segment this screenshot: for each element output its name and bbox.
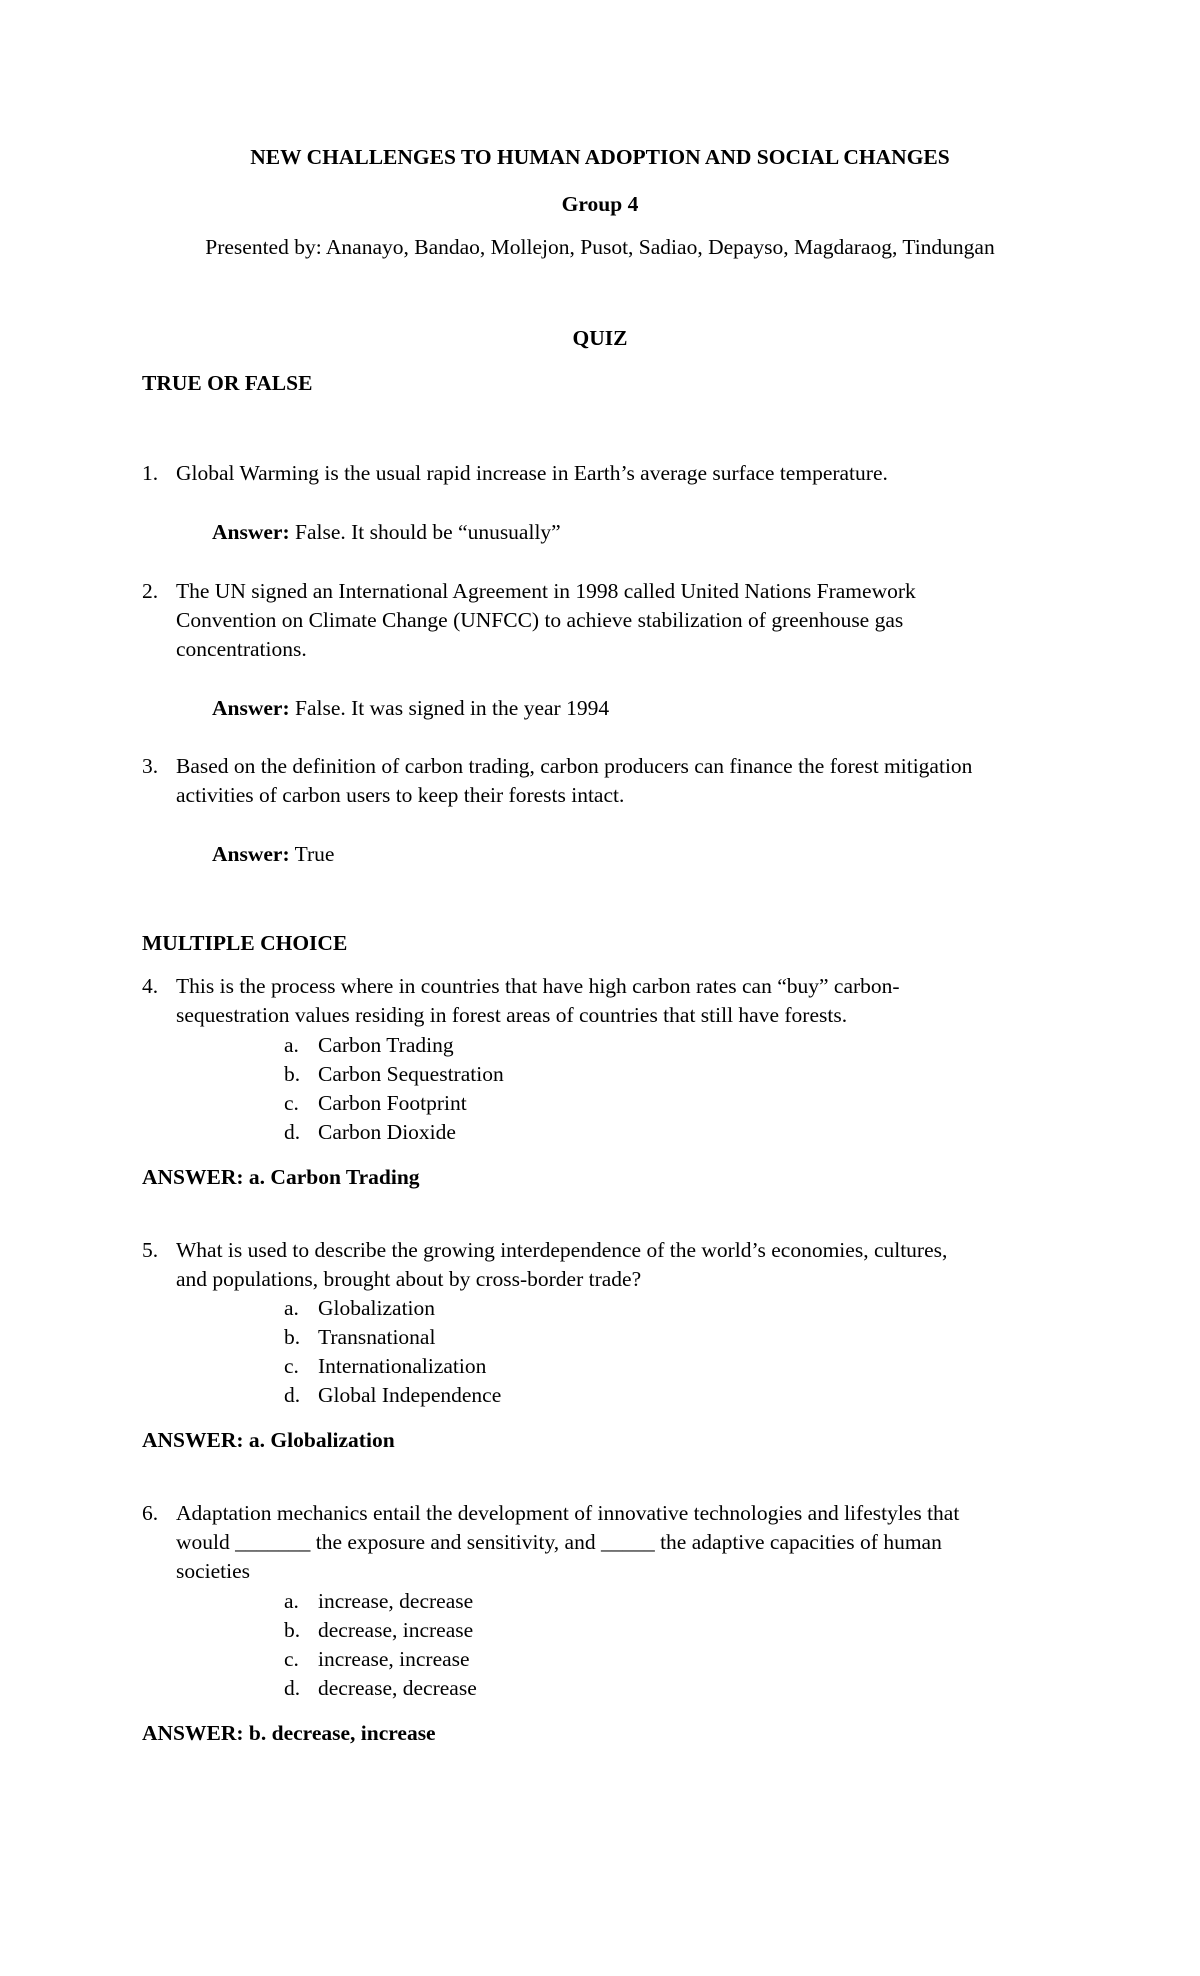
option-letter: a. <box>284 1033 299 1057</box>
option-letter: b. <box>284 1618 301 1642</box>
question-text-line: activities of carbon users to keep their forests intact. <box>176 783 625 807</box>
option-letter: c. <box>284 1091 299 1115</box>
answer-label: Answer: <box>212 696 290 720</box>
question-number: 1. <box>142 461 159 485</box>
option-letter: a. <box>284 1589 299 1613</box>
option-text: Internationalization <box>318 1354 487 1378</box>
question-text-line: Convention on Climate Change (UNFCC) to achieve stabilization of greenhouse gas <box>176 608 904 632</box>
option-text: Carbon Dioxide <box>318 1120 456 1144</box>
option-letter: d. <box>284 1383 301 1407</box>
question-number: 6. <box>142 1501 159 1525</box>
option-letter: c. <box>284 1354 299 1378</box>
option-letter: b. <box>284 1062 301 1086</box>
option-letter: c. <box>284 1647 299 1671</box>
question-text-line: Based on the definition of carbon trading, carbon producers can finance the forest mitigation <box>176 754 973 778</box>
question-text-line: and populations, brought about by cross-border trade? <box>176 1267 642 1291</box>
question-number: 4. <box>142 974 159 998</box>
option-text: Carbon Footprint <box>318 1091 467 1115</box>
section-heading-true-false: TRUE OR FALSE <box>142 371 313 395</box>
option-text: decrease, decrease <box>318 1676 477 1700</box>
option-text: Transnational <box>318 1325 436 1349</box>
option-text: increase, increase <box>318 1647 470 1671</box>
answer-line <box>212 694 609 723</box>
answer-key: ANSWER: a. Carbon Trading <box>142 1165 420 1189</box>
answer-text: False. It should be “unusually” <box>295 520 561 544</box>
option-text: Carbon Sequestration <box>318 1062 504 1086</box>
answer-key: ANSWER: b. decrease, increase <box>142 1721 436 1745</box>
section-heading-multiple-choice: MULTIPLE CHOICE <box>142 931 348 955</box>
option-text: Global Independence <box>318 1383 502 1407</box>
answer-text: True <box>294 842 335 866</box>
question-text-line: societies <box>176 1559 251 1583</box>
question-number: 5. <box>142 1238 159 1262</box>
option-letter: d. <box>284 1676 301 1700</box>
presenters-line: Presented by: Ananayo, Bandao, Mollejon, Pusot, Sadiao, Depayso, Magdaraog, Tindungan <box>205 235 995 259</box>
group-label: Group 4 <box>561 192 639 216</box>
question-text-line: What is used to describe the growing interdependence of the world’s economies, cultures, <box>176 1238 948 1262</box>
question-text-line: Adaptation mechanics entail the development of innovative technologies and lifestyles that <box>176 1501 960 1525</box>
answer-label: Answer: <box>212 842 290 866</box>
quiz-heading: QUIZ <box>572 326 628 350</box>
option-text: Globalization <box>318 1296 436 1320</box>
question-text-line: would _______ the exposure and sensitivity, and _____ the adaptive capacities of human <box>176 1530 942 1554</box>
question-text-line: The UN signed an International Agreement in 1998 called United Nations Framework <box>176 579 916 603</box>
question-text-line: This is the process where in countries that have high carbon rates can “buy” carbon- <box>176 974 900 998</box>
question-number: 3. <box>142 754 159 778</box>
answer-label: Answer: <box>212 520 290 544</box>
answer-line <box>212 518 561 547</box>
answer-text: False. It was signed in the year 1994 <box>295 696 610 720</box>
question-text-line: concentrations. <box>176 637 307 661</box>
question-text-line: sequestration values residing in forest areas of countries that still have forests. <box>176 1003 848 1027</box>
answer-line <box>212 840 334 869</box>
question-number: 2. <box>142 579 159 603</box>
answer-key: ANSWER: a. Globalization <box>142 1428 395 1452</box>
option-letter: b. <box>284 1325 301 1349</box>
document-title: NEW CHALLENGES TO HUMAN ADOPTION AND SOCIAL CHANGES <box>250 145 950 169</box>
option-text: decrease, increase <box>318 1618 474 1642</box>
option-letter: d. <box>284 1120 301 1144</box>
option-text: Carbon Trading <box>318 1033 454 1057</box>
option-text: increase, decrease <box>318 1589 474 1613</box>
option-letter: a. <box>284 1296 299 1320</box>
question-text: Global Warming is the usual rapid increase in Earth’s average surface temperature. <box>176 461 888 485</box>
